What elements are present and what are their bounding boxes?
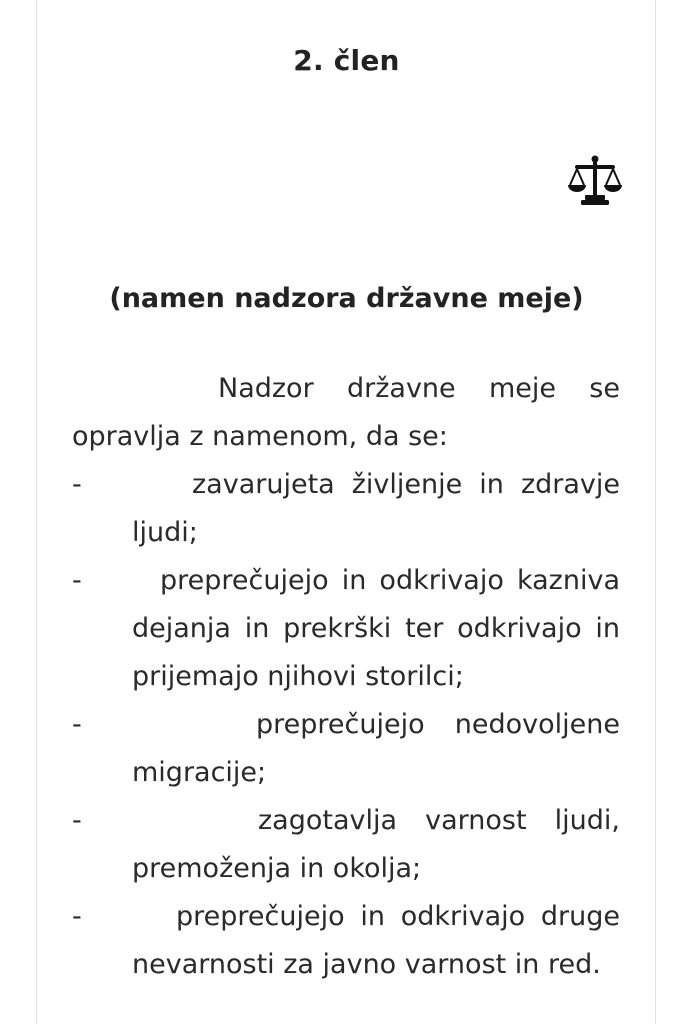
list-dash: - xyxy=(72,565,82,596)
scale-of-justice-icon[interactable] xyxy=(567,155,623,207)
article-subtitle: (namen nadzora državne meje) xyxy=(109,283,584,314)
list-dash: - xyxy=(72,709,82,740)
list-item xyxy=(72,557,620,701)
list-item xyxy=(72,893,620,989)
list-dash: - xyxy=(72,469,82,500)
list-item xyxy=(72,701,620,797)
list-item-text: zagotavlja varnost ljudi, premoženja in okolja; xyxy=(132,805,620,884)
list-item-text: preprečujejo in odkrivajo druge nevarnosti za javno varnost in red. xyxy=(132,901,620,980)
article-body xyxy=(72,365,620,989)
list-dash: - xyxy=(72,901,82,932)
list-item-text: preprečujejo in odkrivajo kazniva dejanja in prekrški ter odkrivajo in prijemajo njihovi storilci; xyxy=(132,565,620,692)
article-title: 2. člen xyxy=(293,44,400,77)
list-item xyxy=(72,461,620,557)
list-dash: - xyxy=(72,805,82,836)
list-item-text: zavarujeta življenje in zdravje ljudi; xyxy=(132,469,620,548)
purpose-list xyxy=(72,461,620,989)
intro-paragraph: Nadzor državne meje se opravlja z namenom, da se: xyxy=(72,373,620,452)
list-item xyxy=(72,797,620,893)
list-item-text: preprečujejo nedovoljene migracije; xyxy=(132,709,620,788)
